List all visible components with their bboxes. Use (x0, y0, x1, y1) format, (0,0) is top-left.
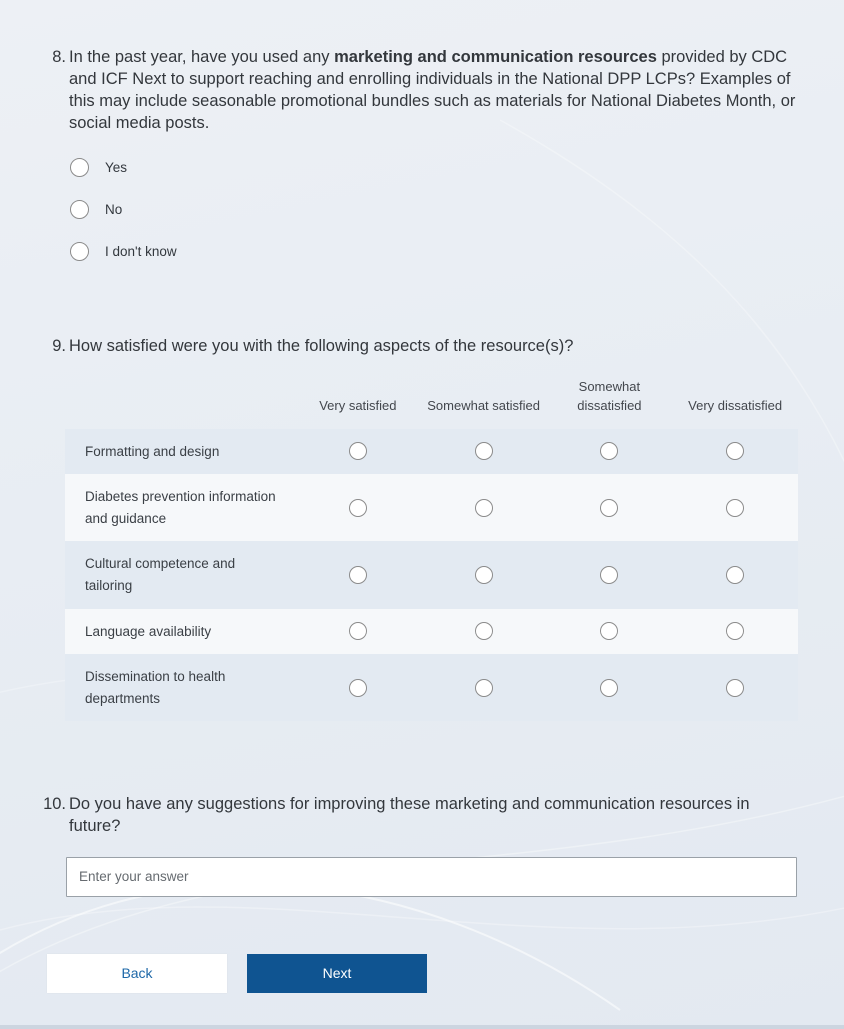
question-8-number: 8. (52, 48, 66, 66)
matrix-radio[interactable] (475, 566, 493, 584)
matrix-radio[interactable] (349, 442, 367, 460)
answer-input[interactable] (66, 857, 797, 897)
matrix-radio[interactable] (475, 679, 493, 697)
matrix-radio[interactable] (600, 622, 618, 640)
matrix-radio[interactable] (475, 442, 493, 460)
question-10-text: Do you have any suggestions for improving these marketing and communication resources in future? (69, 795, 750, 836)
next-button[interactable]: Next (247, 954, 427, 993)
matrix-row-formatting-and-design (65, 429, 798, 475)
radio-icon[interactable] (70, 242, 89, 261)
matrix-radio[interactable] (349, 679, 367, 697)
radio-icon[interactable] (70, 158, 89, 177)
radio-option-i-dont-know[interactable] (70, 242, 798, 261)
question-8-text: In the past year, have you used any marketing and communication resources provided by CDC and ICF Next to support reaching and enrolling individuals in the National DPP LCPs? Examples of this may include seasonable promotional bundles such as materials for National Diabetes Month, or social media posts. (69, 48, 796, 133)
question-10 (40, 793, 798, 896)
column-header-somewhat-dissatisfied: Somewhat dissatisfied (577, 378, 642, 414)
matrix-radio[interactable] (600, 566, 618, 584)
question-8 (40, 46, 798, 261)
radio-icon[interactable] (70, 200, 89, 219)
option-label: I don't know (105, 244, 177, 260)
question-9-number: 9. (52, 337, 66, 356)
row-label: Formatting and design (85, 443, 220, 459)
satisfaction-matrix (65, 372, 798, 722)
matrix-radio[interactable] (349, 499, 367, 517)
matrix-radio[interactable] (600, 442, 618, 460)
radio-option-no[interactable] (70, 200, 798, 219)
matrix-header-row (65, 372, 798, 429)
matrix-row-cultural-competence (65, 541, 798, 608)
matrix-radio[interactable] (349, 622, 367, 640)
navigation-buttons (40, 954, 798, 993)
bottom-edge-strip (0, 1025, 844, 1029)
radio-option-yes[interactable] (70, 158, 798, 177)
matrix-radio[interactable] (726, 622, 744, 640)
matrix-radio[interactable] (726, 499, 744, 517)
matrix-radio[interactable] (726, 442, 744, 460)
row-label: Language availability (85, 623, 212, 639)
matrix-radio[interactable] (726, 566, 744, 584)
matrix-radio[interactable] (475, 499, 493, 517)
column-header-somewhat-satisfied: Somewhat satisfied (427, 398, 540, 414)
matrix-radio[interactable] (726, 679, 744, 697)
column-header-very-satisfied: Very satisfied (319, 398, 397, 414)
row-label: Dissemination to health departments (85, 669, 226, 706)
question-9 (40, 335, 798, 721)
matrix-radio[interactable] (600, 679, 618, 697)
matrix-row-language-availability (65, 609, 798, 655)
option-label: No (105, 202, 123, 218)
matrix-row-dissemination-to-health-departments (65, 654, 798, 721)
back-button[interactable]: Back (47, 954, 227, 993)
option-label: Yes (105, 160, 128, 176)
question-9-text: How satisfied were you with the following aspects of the resource(s)? (69, 337, 574, 356)
matrix-radio[interactable] (475, 622, 493, 640)
matrix-radio[interactable] (600, 499, 618, 517)
row-label: Diabetes prevention information and guidance (85, 489, 276, 526)
row-label: Cultural competence and tailoring (85, 556, 236, 593)
question-10-number: 10. (43, 795, 66, 814)
matrix-row-diabetes-prevention-information (65, 474, 798, 541)
form-content (40, 46, 798, 993)
question-8-options (70, 158, 798, 261)
matrix-radio[interactable] (349, 566, 367, 584)
column-header-very-dissatisfied: Very dissatisfied (688, 398, 783, 414)
